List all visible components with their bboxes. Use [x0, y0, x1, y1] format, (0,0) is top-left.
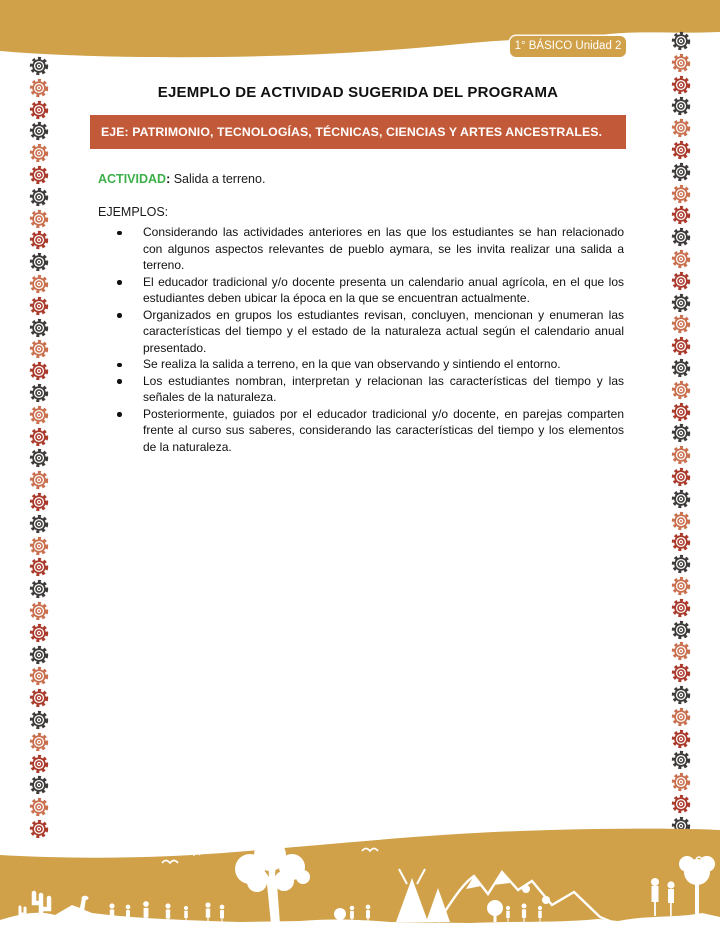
- right-ornament-border: [671, 31, 691, 837]
- unit-badge: 1° BÁSICO Unidad 2: [510, 36, 626, 57]
- gear-rosette-ornament: [29, 601, 49, 621]
- gear-rosette-ornament: [29, 383, 49, 403]
- gear-rosette-ornament: [29, 514, 49, 534]
- gear-rosette-ornament: [671, 794, 691, 814]
- gear-rosette-ornament: [671, 750, 691, 770]
- gear-rosette-ornament: [29, 56, 49, 76]
- gear-rosette-ornament: [29, 448, 49, 468]
- document-content: [90, 84, 626, 455]
- bullet-item: Posteriormente, guiados por el educador tradicional y/o docente, en parejas comparten frente al curso sus saberes, considerando las características del tiempo y los elementos de la naturaleza.: [90, 406, 626, 456]
- gear-rosette-ornament: [29, 492, 49, 512]
- gear-rosette-ornament: [671, 685, 691, 705]
- gear-rosette-ornament: [671, 227, 691, 247]
- gear-rosette-ornament: [671, 532, 691, 552]
- actividad-text: Salida a terreno.: [170, 172, 266, 186]
- gear-rosette-ornament: [671, 162, 691, 182]
- gear-rosette-ornament: [29, 78, 49, 98]
- gear-rosette-ornament: [671, 205, 691, 225]
- gear-rosette-ornament: [29, 710, 49, 730]
- gear-rosette-ornament: [29, 187, 49, 207]
- bullet-item: Organizados en grupos los estudiantes revisan, concluyen, mencionan y enumeran las características del tiempo y el estado de la naturaleza actual según el calendario anual presentado.: [90, 307, 626, 357]
- gear-rosette-ornament: [671, 380, 691, 400]
- actividad-label: ACTIVIDAD: [98, 172, 167, 186]
- gear-rosette-ornament: [671, 445, 691, 465]
- gear-rosette-ornament: [671, 249, 691, 269]
- eje-banner: EJE: PATRIMONIO, TECNOLOGÍAS, TÉCNICAS, CIENCIAS Y ARTES ANCESTRALES.: [90, 115, 626, 149]
- gear-rosette-ornament: [29, 274, 49, 294]
- gear-rosette-ornament: [29, 775, 49, 795]
- gear-rosette-ornament: [29, 732, 49, 752]
- gear-rosette-ornament: [29, 666, 49, 686]
- gear-rosette-ornament: [29, 165, 49, 185]
- gear-rosette-ornament: [671, 511, 691, 531]
- bullet-item: El educador tradicional y/o docente presenta un calendario anual agrícola, en el que los estudiantes deben ubicar la época en la que se encuentran actualmente.: [90, 274, 626, 307]
- left-ornament-border: [29, 56, 49, 841]
- gear-rosette-ornament: [671, 554, 691, 574]
- gear-rosette-ornament: [29, 143, 49, 163]
- gear-rosette-ornament: [671, 598, 691, 618]
- gear-rosette-ornament: [671, 118, 691, 138]
- gear-rosette-ornament: [29, 754, 49, 774]
- gear-rosette-ornament: [671, 271, 691, 291]
- bullet-item: Se realiza la salida a terreno, en la que van observando y sintiendo el entorno.: [90, 356, 626, 373]
- actividad-separator: :: [166, 172, 171, 186]
- gear-rosette-ornament: [29, 579, 49, 599]
- gear-rosette-ornament: [671, 663, 691, 683]
- gear-rosette-ornament: [671, 96, 691, 116]
- ejemplos-bullet-list: [90, 224, 626, 455]
- gear-rosette-ornament: [671, 729, 691, 749]
- footer-illustration: [0, 822, 720, 932]
- gear-rosette-ornament: [29, 339, 49, 359]
- gear-rosette-ornament: [29, 645, 49, 665]
- gear-rosette-ornament: [671, 707, 691, 727]
- gear-rosette-ornament: [29, 252, 49, 272]
- bullet-item: Considerando las actividades anteriores en las que los estudiantes se han relacionado con algunos aspectos relevantes de pueblo aymara, se les invita realizar una salida a terreno.: [90, 224, 626, 274]
- gear-rosette-ornament: [671, 140, 691, 160]
- actividad-line: [90, 172, 626, 186]
- gear-rosette-ornament: [29, 296, 49, 316]
- gear-rosette-ornament: [29, 405, 49, 425]
- gear-rosette-ornament: [29, 209, 49, 229]
- top-gold-band: [0, 0, 720, 70]
- gear-rosette-ornament: [671, 641, 691, 661]
- gear-rosette-ornament: [29, 427, 49, 447]
- gear-rosette-ornament: [671, 358, 691, 378]
- gear-rosette-ornament: [671, 489, 691, 509]
- gear-rosette-ornament: [29, 623, 49, 643]
- gear-rosette-ornament: [671, 293, 691, 313]
- gear-rosette-ornament: [29, 318, 49, 338]
- gear-rosette-ornament: [671, 31, 691, 51]
- gear-rosette-ornament: [671, 75, 691, 95]
- gear-rosette-ornament: [29, 361, 49, 381]
- gear-rosette-ornament: [671, 620, 691, 640]
- gear-rosette-ornament: [671, 467, 691, 487]
- gear-rosette-ornament: [671, 314, 691, 334]
- gear-rosette-ornament: [671, 184, 691, 204]
- page-title: EJEMPLO DE ACTIVIDAD SUGERIDA DEL PROGRAMA: [157, 84, 559, 101]
- gear-rosette-ornament: [671, 402, 691, 422]
- gear-rosette-ornament: [671, 576, 691, 596]
- gear-rosette-ornament: [29, 470, 49, 490]
- bullet-item: Los estudiantes nombran, interpretan y relacionan las características del tiempo y las señales de la naturaleza.: [90, 373, 626, 406]
- gear-rosette-ornament: [29, 688, 49, 708]
- gear-rosette-ornament: [671, 772, 691, 792]
- gear-rosette-ornament: [29, 536, 49, 556]
- ejemplos-label: EJEMPLOS:: [98, 205, 169, 219]
- gear-rosette-ornament: [29, 100, 49, 120]
- gear-rosette-ornament: [671, 423, 691, 443]
- gear-rosette-ornament: [671, 53, 691, 73]
- gear-rosette-ornament: [29, 797, 49, 817]
- gear-rosette-ornament: [29, 230, 49, 250]
- gear-rosette-ornament: [29, 121, 49, 141]
- gear-rosette-ornament: [671, 336, 691, 356]
- gear-rosette-ornament: [29, 557, 49, 577]
